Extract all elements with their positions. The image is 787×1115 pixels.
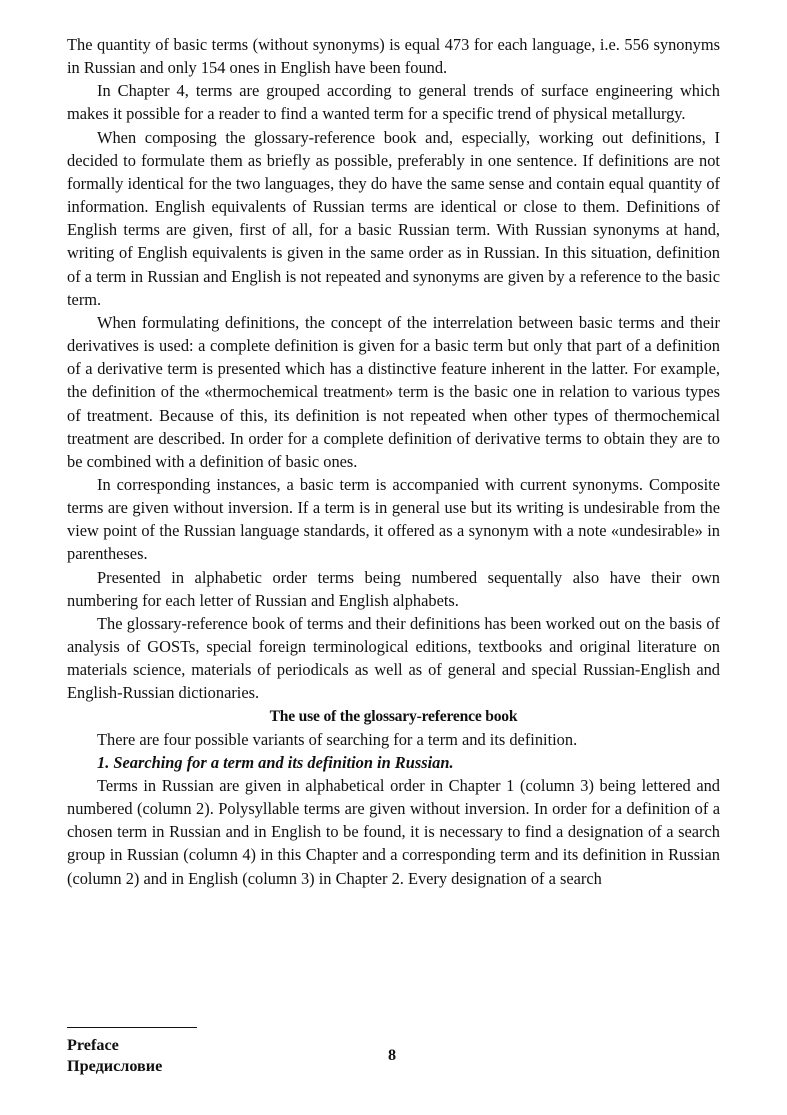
paragraph-composing-definitions: When composing the glossary-reference book and, especially, working out definitions, I decided to formulate them as briefly as possible, preferably in one sentence. If definitions are not formally identical for the two languages, they do have the same sense and contain equal quantity of information. English equivalents of Russian terms are identical or close to them. Definitions of English terms are given, first of all, for a basic Russian term. With Russian synonyms at hand, writing of English equivalents is given in the same order as in Russian. In this situation, definition of a term in Russian and English is not repeated and synonyms are given by a reference to the basic term. (67, 127, 720, 309)
paragraph-numbering: Presented in alphabetic order terms being numbered sequentally also have their own numbering for each letter of Russian and English alphabets. (67, 567, 720, 610)
section-heading: The use of the glossary-reference book (269, 707, 518, 725)
running-footer (67, 1035, 162, 1077)
body-text (67, 33, 720, 890)
paragraph-chapter-4: In Chapter 4, terms are grouped according to general trends of surface engineering which makes it possible for a reader to find a wanted term for a specific trend of physical metallurgy. (67, 81, 720, 124)
footer-section-ru: Предисловие (67, 1057, 163, 1075)
paragraph-sources: The glossary-reference book of terms and their definitions has been worked out on the basis of analysis of GOSTs, special foreign terminological editions, textbooks and original literature on materials science, materials of periodicals as well as of general and special Russian-English and English-Russian dictionaries. (67, 613, 720, 703)
footer-rule (67, 1027, 197, 1028)
page-number: 8 (388, 1046, 397, 1064)
paragraph-search-russian: Terms in Russian are given in alphabetical order in Chapter 1 (column 3) being lettered and numbered (column 2). Polysyllable terms are given without inversion. In order for a definition of a chosen term in Russian and in English to be found, it is necessary to find a designation of a search group in Russian (column 4) in this Chapter and a corresponding term and its definition in Russian (column 2) and in English (column 3) in Chapter 2. Every designation of a search (67, 776, 720, 888)
paragraph-term-quantity: The quantity of basic terms (without synonyms) is equal 473 for each language, i.e. 556 synonyms in Russian and only 154 ones in English have been found. (67, 35, 720, 78)
paragraph-synonyms: In corresponding instances, a basic term is accompanied with current synonyms. Composite terms are given without inversion. If a term is in general use but its writing is undesirable from the view point of the Russian language standards, it offered as a synonym with a note «undesirable» in parentheses. (67, 474, 720, 564)
paragraph-formulating-definitions: When formulating definitions, the concept of the interrelation between basic terms and their derivatives is used: a complete definition is given for a basic term but only that part of a definition of a derivative term is presented which has a distinctive feature inherent in the latter. For example, the definition of the «thermochemical treatment» term is the basic one in relation to various types of treatment. Because of this, its definition is not repeated when other types of thermochemical treatment are described. In order for a complete definition of derivative terms to obtain they are to be combined with a definition of basic ones. (67, 312, 720, 471)
paragraph-variants: There are four possible variants of searching for a term and its definition. (97, 729, 578, 749)
footer-section-en: Preface (67, 1036, 119, 1054)
subheading-searching-russian: 1. Searching for a term and its definition in Russian. (97, 752, 454, 772)
